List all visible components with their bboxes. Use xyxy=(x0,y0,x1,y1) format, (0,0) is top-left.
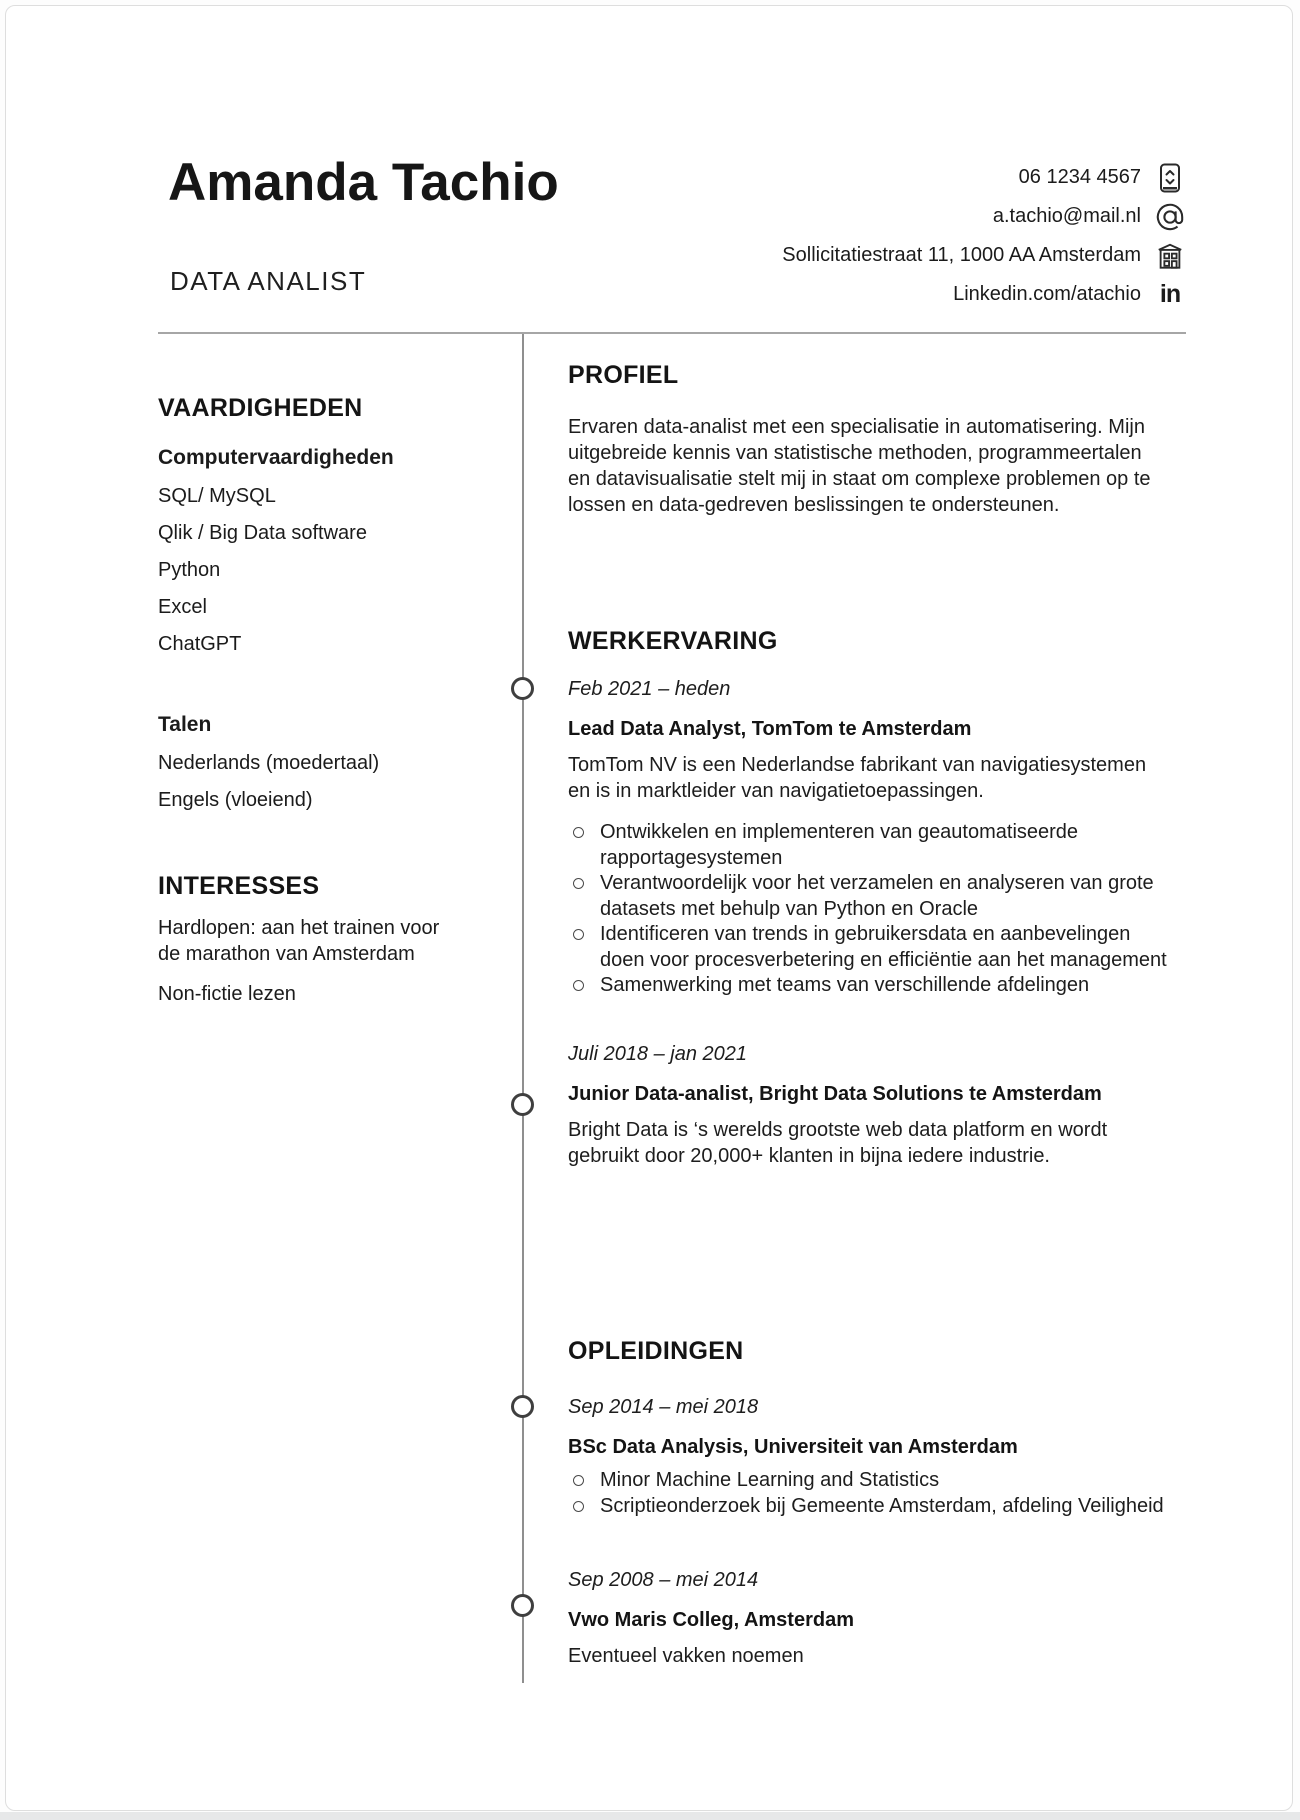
education-period: Sep 2014 – mei 2018 xyxy=(568,1396,759,1418)
profile-section xyxy=(568,360,1178,518)
education-title: Vwo Maris Colleg, Amsterdam xyxy=(568,1609,854,1631)
education-description: Eventueel vakken noemen xyxy=(568,1645,804,1667)
skill-item: ChatGPT xyxy=(158,633,242,655)
interests-section xyxy=(158,871,450,1007)
timeline-line xyxy=(522,334,524,1683)
job-bullet: Identificeren van trends in gebruikersdata en aanbevelingen doen voor procesverbetering en efficiëntie aan het management xyxy=(568,922,1178,973)
language-item: Engels (vloeiend) xyxy=(158,789,313,811)
job-description: Bright Data is ‘s werelds grootste web data platform en wordt gebruikt door 20,000+ klanten in bijna iedere industrie. xyxy=(568,1118,1108,1167)
education-heading: OPLEIDINGEN xyxy=(568,1337,744,1365)
email-address: a.tachio@mail.nl xyxy=(992,205,1141,227)
job-entry xyxy=(568,1041,1178,1169)
education-bullet-list xyxy=(568,1468,1178,1519)
languages-section xyxy=(158,712,450,824)
job-entry xyxy=(568,676,1178,999)
experience-heading: WERKERVARING xyxy=(568,627,778,655)
interest-item: Non-fictie lezen xyxy=(158,983,296,1005)
skill-item: Excel xyxy=(158,596,207,618)
job-description: TomTom NV is een Nederlandse fabrikant van navigatiesystemen en is in marktleider van navigatietoepassingen. xyxy=(568,754,1147,802)
education-section xyxy=(568,1336,1178,1669)
profile-heading: PROFIEL xyxy=(568,361,679,389)
education-entry xyxy=(568,1394,1178,1519)
language-item: Nederlands (moedertaal) xyxy=(158,752,380,774)
phone-number: 06 1234 4567 xyxy=(1018,166,1141,188)
education-bullet: Minor Machine Learning and Statistics xyxy=(568,1468,1178,1494)
job-title: Lead Data Analyst, TomTom te Amsterdam xyxy=(568,718,972,740)
job-title: Junior Data-analist, Bright Data Solutions te Amsterdam xyxy=(568,1082,1102,1105)
job-period: Feb 2021 – heden xyxy=(568,678,731,700)
interests-heading: INTERESSES xyxy=(158,872,320,900)
job-bullet: Samenwerking met teams van verschillende afdelingen xyxy=(568,973,1178,999)
skill-item: SQL/ MySQL xyxy=(158,485,276,507)
education-bullet: Scriptieonderzoek bij Gemeente Amsterdam, afdeling Veiligheid xyxy=(568,1494,1178,1520)
profile-text: Ervaren data-analist met een specialisatie in automatisering. Mijn uitgebreide kennis van statistische methoden, programmeertalen en datavisualisatie stelt mij in staat om complexe problemen op te lossen en data-gedreven beslissingen te ondersteunen. xyxy=(568,416,1151,516)
postal-address: Sollicitatiestraat 11, 1000 AA Amsterdam xyxy=(782,244,1141,266)
education-period: Sep 2008 – mei 2014 xyxy=(568,1569,759,1591)
job-bullet-list xyxy=(568,820,1178,999)
timeline-dot xyxy=(511,1093,534,1116)
resume-name: Amanda Tachio xyxy=(168,153,559,212)
languages-heading: Talen xyxy=(158,713,212,736)
timeline-dot xyxy=(511,1395,534,1418)
timeline-dot xyxy=(511,677,534,700)
linkedin-icon: in xyxy=(1159,280,1181,308)
job-bullet: Ontwikkelen en implementeren van geautomatiseerde rapportagesystemen xyxy=(568,820,1178,871)
timeline-dot xyxy=(511,1594,534,1617)
skill-item: Python xyxy=(158,559,221,581)
skills-heading: VAARDIGHEDEN xyxy=(158,394,363,422)
skill-item: Qlik / Big Data software xyxy=(158,522,367,544)
linkedin-url: Linkedin.com/atachio xyxy=(953,283,1141,305)
skills-section xyxy=(158,393,450,668)
education-entry xyxy=(568,1567,1178,1669)
interest-item: Hardlopen: aan het trainen voor de marathon van Amsterdam xyxy=(158,917,440,965)
resume-job-title: DATA ANALIST xyxy=(170,266,367,296)
computer-skills-heading: Computervaardigheden xyxy=(158,446,394,469)
page-bottom-gap xyxy=(0,1812,1300,1820)
job-period: Juli 2018 – jan 2021 xyxy=(568,1042,748,1065)
experience-section xyxy=(568,626,1178,1169)
education-title: BSc Data Analysis, Universiteit van Amsterdam xyxy=(568,1436,1018,1458)
job-bullet: Verantwoordelijk voor het verzamelen en analyseren van grote datasets met behulp van Python en Oracle xyxy=(568,871,1178,922)
